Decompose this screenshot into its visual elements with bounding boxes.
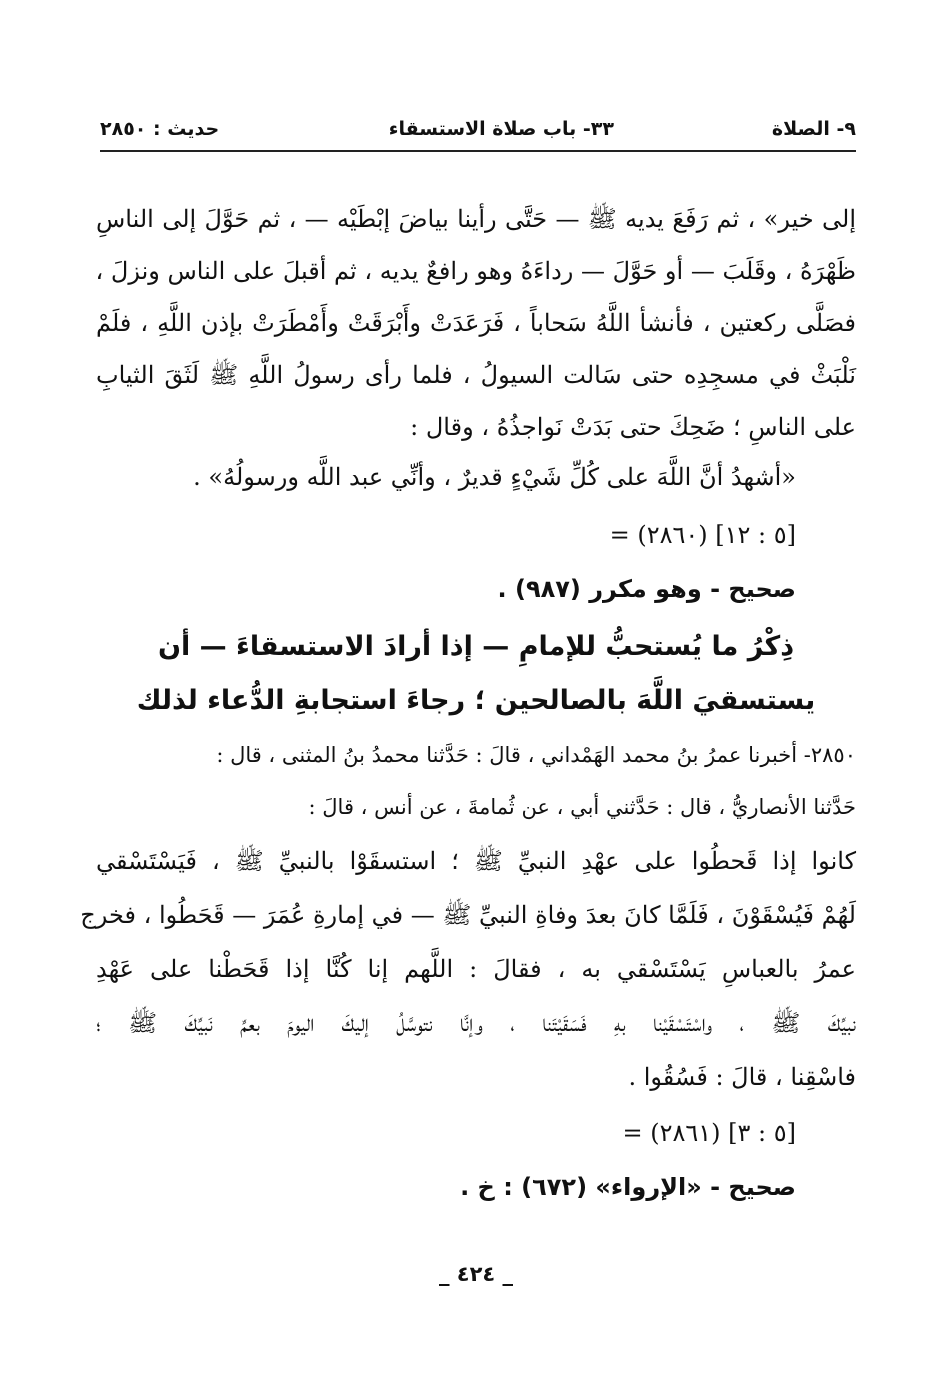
text-line: ظَهْرَهُ ، وقَلَبَ — أو حَوَّلَ — رداءَهُ وهو رافعٌ يديه ، ثم أقبلَ على الناس ونزلَ ، — [95, 257, 856, 285]
text-line: نَلْبَثْ في مسجِدِه حتى سَالت السيولُ ، فلما رأى رسولُ اللَّهِ ﷺ لَثَقَ الثيابِ — [96, 361, 856, 389]
isnad-line: ٢٨٥٠- أخبرنا عمرُ بنُ محمد الهَمْداني ، قالَ : حَدَّثنا محمدُ بنُ المثنى ، قال : — [216, 743, 856, 767]
header-book-section: ٩- الصلاة — [771, 118, 856, 140]
hadith-grade: صحيح - وهو مكرر (٩٨٧) . — [497, 575, 796, 603]
text-line: نبيِّكَ ﷺ ، واسْتَسْقَيْنا بهِ فَسَقَيْتَنا ، وإنَّا نتوسَّلُ إليكَ اليومَ بعمِّ نَبيِّكَ ﷺ ؛ — [96, 1009, 857, 1037]
running-header — [100, 112, 856, 146]
text-line: إلى خير» ، ثم رَفَعَ يديه ﷺ — حَتَّى رأينا بياضَ إبْطَيْه — ، ثم حَوَّلَ إلى الناسِ — [96, 205, 856, 233]
text-line: على الناسِ ؛ ضَحِكَ حتى بَدَتْ نَواجذُهُ ، وقال : — [410, 413, 856, 441]
cross-reference: = (٢٨٦١) [٥ : ٣] — [622, 1119, 796, 1147]
header-rule — [100, 150, 856, 152]
header-chapter-title: ٣٣- باب صلاة الاستسقاء — [388, 118, 614, 140]
chapter-heading-line: ذِكْرُ ما يُستحبُّ للإمامِ — إذا أرادَ الاستسقاءَ — أن — [157, 631, 795, 662]
shahada-quote: «أشهدُ أنَّ اللَّهَ على كُلِّ شَيْءٍ قديرٌ ، وأنِّي عبد اللَّه ورسولُهُ» . — [193, 463, 796, 491]
page-number: _ ٤٢٤ _ — [438, 1262, 514, 1286]
text-line: فاسْقِنا ، قالَ : فَسُقُوا . — [628, 1063, 856, 1091]
hadith-grade: صحيح - «الإرواء» (٦٧٢) : خ . — [460, 1173, 796, 1201]
isnad-line: حَدَّثنا الأنصاريُّ ، قال : حَدَّثني أبي ، عن ثُمامةَ ، عن أنس ، قالَ : — [308, 795, 856, 819]
text-line: لَهُمْ فَيُسْقَوْنَ ، فَلَمَّا كانَ بعدَ وفاةِ النبيِّ ﷺ — في إمارةِ عُمَرَ — قَحَطُوا ، فخرج — [80, 901, 856, 929]
text-line: عمرُ بالعباسِ يَسْتَسْقي به ، فقالَ : اللَّهم إنا كُنَّا إذا قَحَطْنا على عَهْدِ — [96, 955, 856, 983]
header-hadith-ref: حديث : ٢٨٥٠ — [100, 118, 220, 140]
cross-reference: = (٢٨٦٠) [٥ : ١٢] — [609, 521, 796, 549]
text-line: كانوا إذا قَحطُوا على عهْدِ النبيِّ ﷺ ؛ استسقَوْا بالنبيِّ ﷺ ، فَيَسْتَسْقي — [96, 847, 856, 875]
chapter-heading-line: يستسقيَ اللَّهَ بالصالحين ؛ رجاءَ استجابةِ الدُّعاء لذلك — [136, 685, 816, 716]
text-line: فصَلَّى ركعتين ، فأنشأ اللَّهُ سَحاباً ، فَرَعَدَتْ وأَبْرَقَتْ وأَمْطَرَتْ بإذن اللَّهِ ، فلَمْ — [96, 309, 856, 337]
